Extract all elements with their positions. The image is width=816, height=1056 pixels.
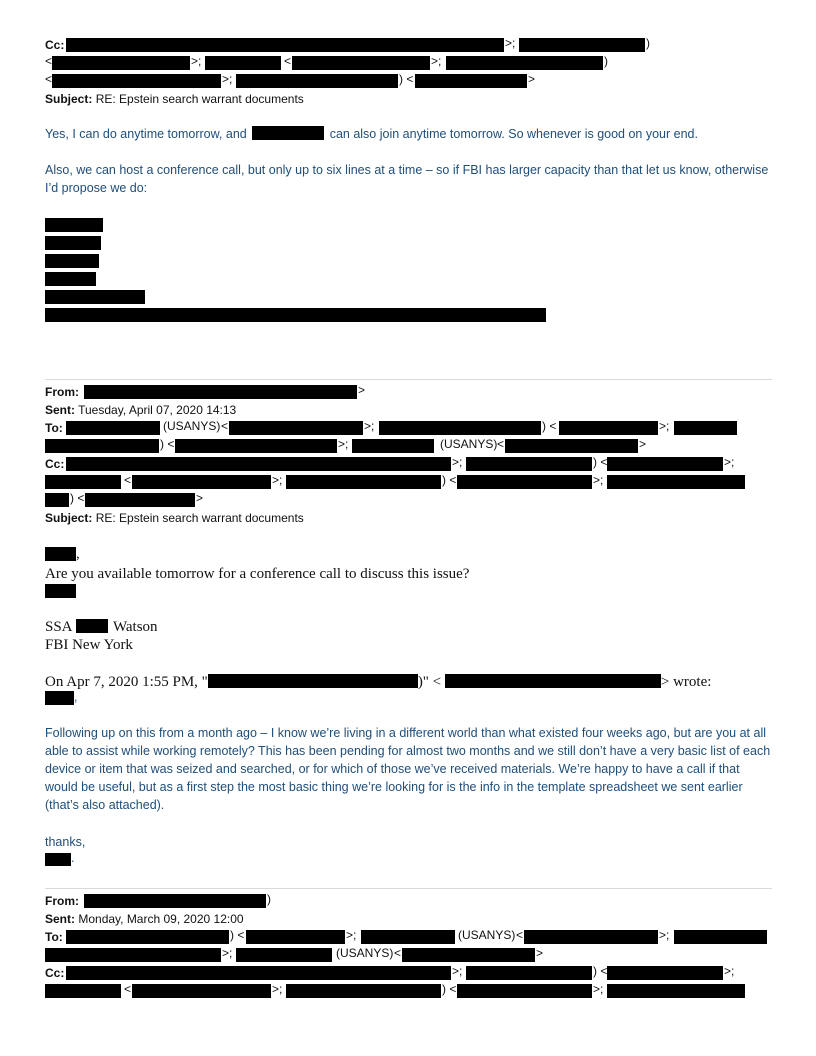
redaction xyxy=(607,457,723,471)
signature-line-1 xyxy=(45,618,158,637)
separator: < xyxy=(497,437,505,451)
cc-row-1 xyxy=(45,36,64,54)
separator: >; xyxy=(338,437,349,451)
recipient-org: (USANYS) xyxy=(336,946,394,960)
redaction xyxy=(402,948,535,962)
redacted-list-item xyxy=(45,218,103,232)
separator: < xyxy=(284,54,292,68)
to-label: To: xyxy=(45,930,63,944)
cc-label: Cc: xyxy=(45,38,65,52)
separator: >; xyxy=(272,473,283,487)
redaction xyxy=(352,439,434,453)
separator: >; xyxy=(222,72,233,86)
subject-text: RE: Epstein search warrant documents xyxy=(95,92,304,106)
separator: < xyxy=(124,473,132,487)
separator: ) < xyxy=(70,491,85,505)
redaction xyxy=(205,56,281,70)
redaction xyxy=(236,948,332,962)
redaction xyxy=(674,421,737,435)
separator: < xyxy=(221,419,229,433)
redaction xyxy=(519,38,645,52)
redaction xyxy=(457,475,592,489)
separator: ) < xyxy=(593,455,608,469)
redaction xyxy=(175,439,337,453)
subject-label: Subject: xyxy=(45,92,93,106)
greeting-comma: , xyxy=(74,690,78,704)
redaction xyxy=(84,894,266,908)
redaction xyxy=(415,74,527,88)
quote-header-text: > wrote: xyxy=(660,674,712,690)
redaction xyxy=(246,930,345,944)
redacted-quote-greeting xyxy=(45,691,74,705)
signoff-period: . xyxy=(71,851,75,865)
sent-label: Sent: xyxy=(45,403,75,417)
redaction xyxy=(559,421,658,435)
separator: >; xyxy=(659,419,670,433)
recipient-org: (USANYS) xyxy=(440,437,498,451)
subject-text: RE: Epstein search warrant documents xyxy=(95,511,304,525)
separator: >; xyxy=(593,982,604,996)
separator: ) < xyxy=(593,964,608,978)
separator: > xyxy=(358,383,366,397)
separator: >; xyxy=(272,982,283,996)
sent-row xyxy=(45,401,236,419)
to-row-3 xyxy=(45,928,63,946)
separator: ) < xyxy=(442,982,457,996)
separator: >; xyxy=(222,946,233,960)
body-line-1 xyxy=(45,125,698,143)
to-row-1 xyxy=(45,419,63,437)
redaction xyxy=(76,619,108,633)
body-text: can also join anytime tomorrow. So whenever is good on your end. xyxy=(329,127,698,141)
separator: >; xyxy=(346,928,357,942)
sent-date: Tuesday, April 07, 2020 14:13 xyxy=(78,403,237,417)
redacted-list-item xyxy=(45,254,99,268)
signature-title: SSA xyxy=(45,619,72,635)
redaction xyxy=(45,493,69,507)
divider xyxy=(45,379,772,380)
body-text: Yes, I can do anytime tomorrow, and xyxy=(45,127,247,141)
redaction xyxy=(292,56,430,70)
cc-row-2 xyxy=(45,455,64,473)
redaction xyxy=(45,439,159,453)
redaction xyxy=(286,475,441,489)
redacted-list-item xyxy=(45,272,96,286)
redaction xyxy=(45,475,121,489)
redaction xyxy=(252,126,324,140)
redaction xyxy=(45,984,121,998)
separator: ) xyxy=(267,892,271,906)
from-label: From: xyxy=(45,385,79,399)
to-label: To: xyxy=(45,421,63,435)
redaction xyxy=(132,984,271,998)
redaction xyxy=(66,457,451,471)
quoted-body: Following up on this from a month ago – I know we’re living in a different world than what existed four weeks ago, but are you at all able to assist while working remotely? This has been pending for almost two months and we still don’t have a very basic list of each device or item that was seized and searched, or for which of those we’ve received materials. We’re happy to have a call if that would be useful, but as a first step the most basic thing we’re looking for is the info in the template spreadsheet we sent earlier (that’s also attached). xyxy=(45,726,771,812)
separator: >; xyxy=(191,54,202,68)
separator: < xyxy=(516,928,524,942)
redacted-list-item xyxy=(45,236,101,250)
question-line: Are you available tomorrow for a conference call to discuss this issue? xyxy=(45,566,470,582)
from-row-3 xyxy=(45,892,79,910)
redaction xyxy=(66,38,504,52)
redaction xyxy=(66,966,451,980)
redaction xyxy=(236,74,398,88)
redacted-list-item xyxy=(45,290,145,304)
quote-header-text: On Apr 7, 2020 1:55 PM, " xyxy=(45,674,208,690)
sent-row-3 xyxy=(45,910,244,928)
subject-label: Subject: xyxy=(45,511,93,525)
separator: ) xyxy=(604,54,608,68)
redaction xyxy=(84,385,357,399)
separator: ) xyxy=(646,36,650,50)
cc-row-3 xyxy=(45,964,64,982)
subject-row-2 xyxy=(45,509,304,527)
divider xyxy=(45,888,772,889)
separator: >; xyxy=(452,455,463,469)
redaction xyxy=(52,74,221,88)
separator: >; xyxy=(452,964,463,978)
separator: >; xyxy=(724,455,735,469)
redaction xyxy=(446,56,603,70)
body-paragraph-2: Also, we can host a conference call, but only up to six lines at a time – so if FBI has larger capacity than that let us know, otherwise I’d propose we do: xyxy=(45,163,769,195)
separator: ) < xyxy=(399,72,414,86)
separator: >; xyxy=(659,928,670,942)
redaction xyxy=(607,475,745,489)
separator: >; xyxy=(724,964,735,978)
separator: >; xyxy=(505,36,516,50)
separator: >; xyxy=(431,54,442,68)
redaction xyxy=(208,674,418,688)
redaction xyxy=(52,56,190,70)
separator: >; xyxy=(364,419,375,433)
redaction xyxy=(674,930,767,944)
signature-office: FBI New York xyxy=(45,637,133,653)
cc-label: Cc: xyxy=(45,457,65,471)
redaction xyxy=(466,966,592,980)
redacted-greeting-name xyxy=(45,547,76,561)
separator: > xyxy=(536,946,544,960)
redaction xyxy=(445,674,661,688)
redacted-list-item xyxy=(45,308,546,322)
redaction xyxy=(66,930,229,944)
quote-header-text: )" < xyxy=(417,674,442,690)
redaction xyxy=(505,439,638,453)
redaction xyxy=(66,421,160,435)
redacted-signoff-name xyxy=(45,853,71,866)
redacted-initials xyxy=(45,584,76,598)
recipient-org: (USANYS) xyxy=(163,419,221,433)
separator: ) < xyxy=(542,419,557,433)
separator: ) < xyxy=(442,473,457,487)
separator: < xyxy=(394,946,402,960)
greeting-comma: , xyxy=(76,546,80,562)
separator: < xyxy=(45,72,53,86)
redaction xyxy=(85,493,195,507)
separator: < xyxy=(45,54,53,68)
from-label: From: xyxy=(45,894,79,908)
separator: > xyxy=(639,437,647,451)
redaction xyxy=(286,984,441,998)
redaction xyxy=(524,930,658,944)
separator: ) < xyxy=(160,437,175,451)
redaction xyxy=(361,930,455,944)
quote-header xyxy=(45,673,711,692)
cc-label: Cc: xyxy=(45,966,65,980)
redaction xyxy=(132,475,271,489)
separator: > xyxy=(196,491,204,505)
redaction xyxy=(379,421,541,435)
redaction xyxy=(457,984,592,998)
sent-label: Sent: xyxy=(45,912,75,926)
redaction xyxy=(607,966,723,980)
subject-row xyxy=(45,90,304,108)
sent-date: Monday, March 09, 2020 12:00 xyxy=(78,912,244,926)
separator: < xyxy=(124,982,132,996)
redaction xyxy=(45,948,221,962)
redaction xyxy=(466,457,592,471)
thanks-line: thanks, xyxy=(45,835,86,849)
separator: >; xyxy=(593,473,604,487)
signature-name: Watson xyxy=(112,619,158,635)
redaction xyxy=(229,421,363,435)
from-row xyxy=(45,383,79,401)
separator: > xyxy=(528,72,536,86)
recipient-org: (USANYS) xyxy=(458,928,516,942)
redaction xyxy=(607,984,745,998)
separator: ) < xyxy=(230,928,245,942)
